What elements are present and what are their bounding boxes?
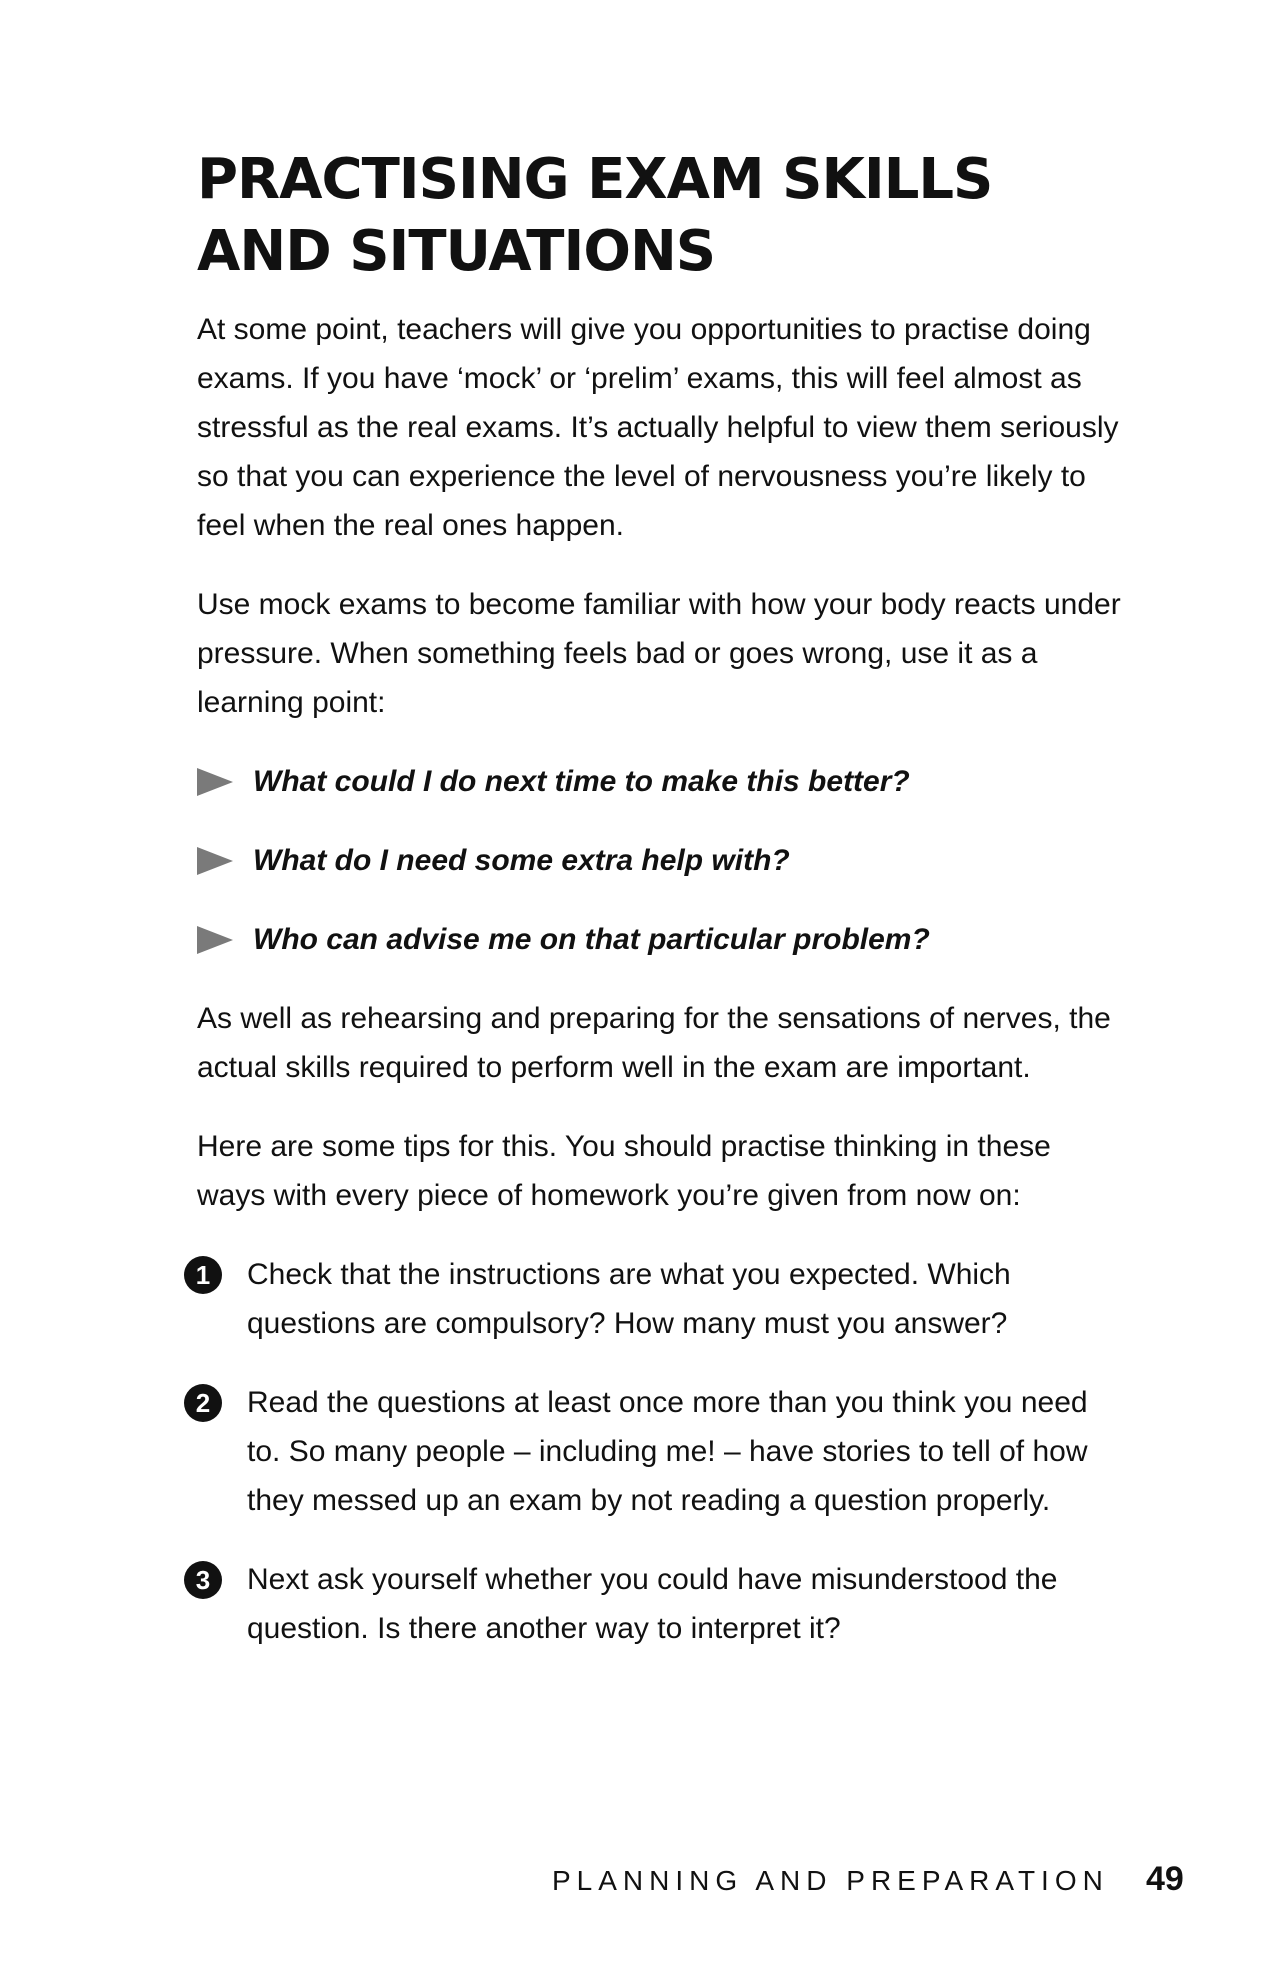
paragraph-intro: At some point, teachers will give you opportunities to practise doing exams. If you have ‘mock’ or ‘prelim’ exams, this will feel almost as stressful as the real exams. It’s actually helpful to view them seriously so that you can experience the level of nervousness you’re likely to feel when the real ones happen.	[197, 313, 1119, 542]
question-text: What could I do next time to make this better?	[253, 765, 910, 798]
paragraph-mock-exams: Use mock exams to become familiar with how your body reacts under pressure. When something feels bad or goes wrong, use it as a learning point:	[197, 588, 1121, 719]
list-item	[197, 836, 1127, 885]
title-line-2: AND SITUATIONS	[197, 219, 716, 284]
number-1-icon: 1	[184, 1256, 222, 1294]
number-3-icon: 3	[184, 1561, 222, 1599]
triangle-arrow-icon	[197, 926, 233, 954]
triangle-arrow-icon	[197, 847, 233, 875]
list-item	[197, 1555, 1127, 1653]
paragraph-tips: Here are some tips for this. You should practise thinking in these ways with every piece of homework you’re given from now on:	[197, 1130, 1051, 1212]
number-2-icon: 2	[184, 1384, 222, 1422]
list-item	[197, 1378, 1127, 1525]
page-title	[197, 144, 1097, 288]
triangle-arrow-icon	[197, 768, 233, 796]
step-text: Next ask yourself whether you could have misunderstood the question. Is there another way to interpret it?	[247, 1563, 1058, 1645]
body-text	[197, 305, 1127, 1683]
title-line-1: PRACTISING EXAM SKILLS	[197, 147, 993, 212]
running-footer-section: PLANNING AND PREPARATION	[552, 1865, 1109, 1896]
step-text: Check that the instructions are what you expected. Which questions are compulsory? How many must you answer?	[247, 1258, 1011, 1340]
step-text: Read the questions at least once more than you think you need to. So many people – including me! – have stories to tell of how they messed up an exam by not reading a question properly.	[247, 1386, 1088, 1517]
list-item	[197, 757, 1127, 806]
question-text: Who can advise me on that particular problem?	[253, 923, 930, 956]
question-list	[197, 757, 1127, 964]
question-text: What do I need some extra help with?	[253, 844, 790, 877]
tips-list	[197, 1250, 1127, 1653]
list-item	[197, 1250, 1127, 1348]
paragraph-skills: As well as rehearsing and preparing for the sensations of nerves, the actual skills required to perform well in the exam are important.	[197, 1002, 1111, 1084]
page-number: 49	[1146, 1860, 1184, 1898]
list-item	[197, 915, 1127, 964]
